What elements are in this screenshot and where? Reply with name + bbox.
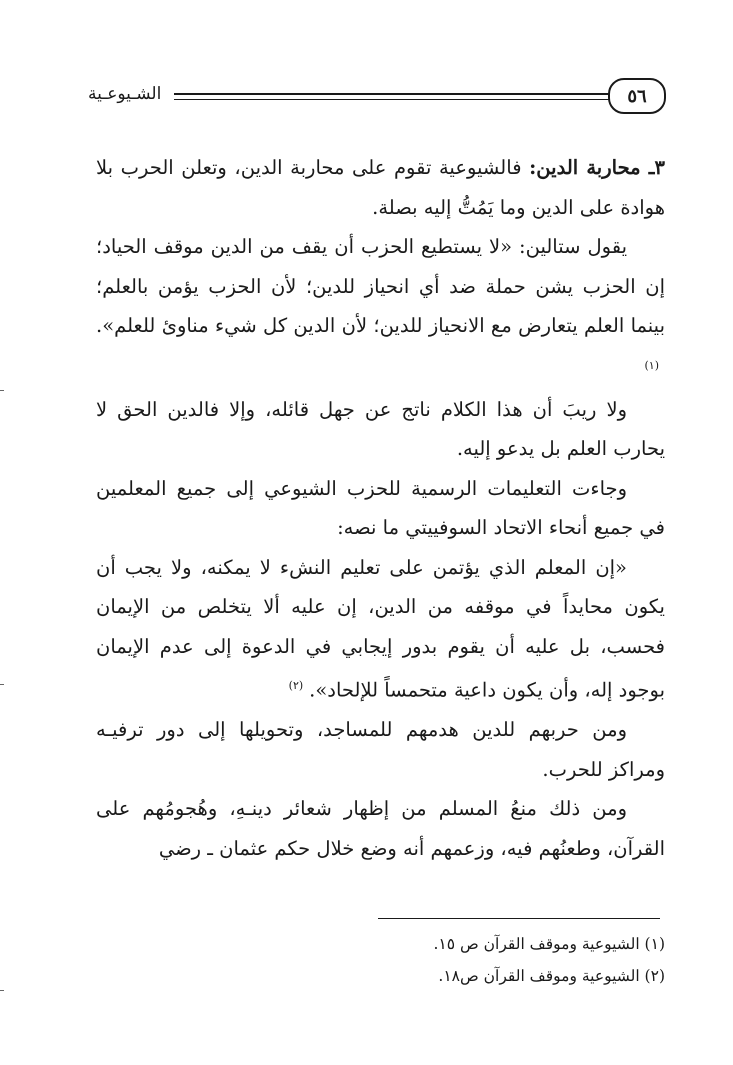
footnotes (300, 928, 665, 992)
page-header (88, 76, 666, 132)
paragraph-5 (96, 548, 665, 711)
footnote-ref-2[interactable]: (٢) (288, 679, 304, 692)
paragraph-7: ومن ذلك منعُ المسلم من إظهار شعائر دينـهِ، وهُجومُهم على القرآن، وطعنُهم فيه، وزعمهم أنه وضع خلال حكم عثمان ـ رضي (96, 797, 665, 860)
running-title: الشـيوعـية (88, 84, 162, 104)
body-text (96, 148, 665, 868)
page-number-badge (608, 78, 666, 114)
margin-tick (0, 684, 4, 685)
paragraph-2-text: يقول ستالين: «لا يستطيع الحزب أن يقف من الدين موقف الحياد؛ إن الحزب يشن حملة ضد أي انحياز للدين؛ لأن الحزب يؤمن بالعلم؛ بينما العلم يتعارض مع الانحياز للدين؛ لأن الدين كل شيء مناوئ للعلم». (96, 235, 665, 337)
footnote-1: (١) الشيوعية وموقف القرآن ص ١٥. (433, 935, 665, 953)
footnote-ref-1[interactable]: (١) (644, 358, 659, 372)
footnote-separator (378, 918, 660, 919)
header-rule (174, 93, 610, 100)
paragraph-2 (96, 227, 665, 390)
margin-tick (0, 390, 4, 391)
paragraph-1 (96, 148, 665, 227)
margin-tick (0, 990, 4, 991)
paragraph-4: وجاءت التعليمات الرسمية للحزب الشيوعي إلى جميع المعلمين في جميع أنحاء الاتحاد السوفييتي ما نصه: (96, 476, 665, 539)
section-heading: ٣ـ محاربة الدين: (529, 156, 665, 179)
footnote-2: (٢) الشيوعية وموقف القرآن ص١٨. (438, 967, 665, 985)
paragraph-6: ومن حربهم للدين هدمهم للمساجد، وتحويلها إلى دور ترفيـه ومراكز للحرب. (96, 718, 665, 781)
paragraph-3: ولا ريبَ أن هذا الكلام ناتج عن جهل قائله، وإلا فالدين الحق لا يحارب العلم بل يدعو إليه. (96, 397, 665, 460)
paragraph-5-text: «إن المعلم الذي يؤتمن على تعليم النشء لا يمكنه، ولا يجب أن يكون محايداً في موقفه من الدين، إن عليه ألا يتخلص من الإيمان فحسب، بل عليه أن يقوم بدور إيجابي في الدعوة إلى عدم الإيمان بوجود إله، وأن يكون داعية متحمساً للإلحاد». (96, 555, 665, 702)
page-number: ٥٦ (627, 85, 647, 107)
paragraph-1-text: فالشيوعية تقوم على محاربة الدين، وتعلن الحرب بلا هوادة على الدين وما يَمُتُّ إليه بصلة. (96, 156, 665, 219)
